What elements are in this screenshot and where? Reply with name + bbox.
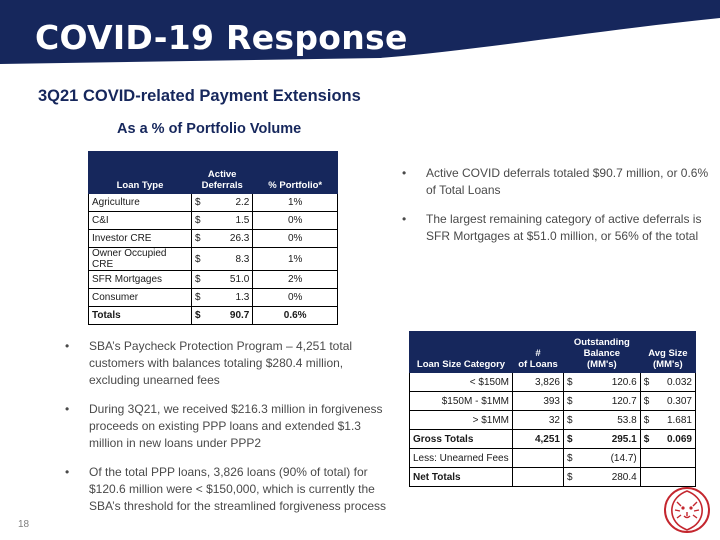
pct-portfolio-cell: 0% — [253, 212, 338, 230]
deferral-amount-cell: 1.3 — [206, 289, 253, 307]
pct-portfolio-cell: 1% — [253, 248, 338, 271]
deferral-amount-cell: 1.5 — [206, 212, 253, 230]
currency-cell: $ — [564, 411, 579, 430]
gross-count-cell: 4,251 — [513, 430, 564, 449]
currency-cell: $ — [192, 289, 207, 307]
loan-size-category-cell: > $1MM — [410, 411, 513, 430]
deferral-amount-cell: 26.3 — [206, 230, 253, 248]
bullet-dot: • — [402, 166, 407, 180]
gross-totals-label: Gross Totals — [410, 430, 513, 449]
gross-totals-row — [410, 430, 696, 449]
bullet-item — [63, 401, 393, 452]
table-row — [89, 271, 338, 289]
table-row — [410, 392, 696, 411]
avg-size-cell: 0.032 — [655, 373, 696, 392]
bullet-dot: • — [65, 465, 70, 479]
totals-amount: 90.7 — [206, 307, 253, 325]
totals-pct: 0.6% — [253, 307, 338, 325]
loan-count-cell: 32 — [513, 411, 564, 430]
unearned-fees-row — [410, 449, 696, 468]
currency-cell: $ — [640, 392, 655, 411]
table-row — [89, 194, 338, 212]
ppp-table-header — [410, 332, 696, 373]
table-row — [410, 411, 696, 430]
net-totals-row — [410, 468, 696, 487]
gross-balance-cell: 295.1 — [578, 430, 640, 449]
currency-cell: $ — [564, 373, 579, 392]
bullet-dot: • — [402, 212, 407, 226]
totals-row — [89, 307, 338, 325]
gross-avg-cell: 0.069 — [655, 430, 696, 449]
currency-cell: $ — [640, 373, 655, 392]
currency-cell: $ — [192, 194, 207, 212]
empty-cell — [640, 468, 695, 487]
header-active-deferrals: Active Deferrals — [192, 152, 253, 194]
bullet-text: The largest remaining category of active deferrals is SFR Mortgages at $51.0 million, or 56% of the total — [426, 212, 702, 243]
loan-type-cell: C&I — [89, 212, 192, 230]
ppp-loans-table — [409, 331, 696, 487]
currency-cell: $ — [192, 230, 207, 248]
balance-cell: 120.7 — [578, 392, 640, 411]
deferrals-table — [88, 151, 338, 325]
loan-type-cell: Consumer — [89, 289, 192, 307]
bullet-text: Active COVID deferrals totaled $90.7 million, or 0.6% of Total Loans — [426, 166, 709, 197]
pct-portfolio-cell: 0% — [253, 289, 338, 307]
pct-portfolio-cell: 2% — [253, 271, 338, 289]
currency-cell: $ — [564, 449, 579, 468]
balance-cell: 120.6 — [578, 373, 640, 392]
header-loan-size-category: Loan Size Category — [410, 332, 513, 373]
bullet-dot: • — [65, 402, 70, 416]
header-outstanding-balance: Outstanding Balance (MM's) — [564, 332, 641, 373]
page-number: 18 — [18, 519, 30, 530]
table-row — [89, 289, 338, 307]
currency-cell: $ — [564, 468, 579, 487]
header-loan-type: Loan Type — [89, 152, 192, 194]
unearned-fees-label: Less: Unearned Fees — [410, 449, 513, 468]
bullet-item — [63, 338, 393, 389]
bullet-text: Of the total PPP loans, 3,826 loans (90% of total) for $120.6 million were < $150,000, which is currently the SBA’s threshold for the streamlined forgiveness process — [89, 465, 387, 513]
currency-cell: $ — [192, 212, 207, 230]
bullet-text: During 3Q21, we received $216.3 million in forgiveness proceeds on existing PPP loans and extended $1.3 million in new loans under PPP2 — [89, 402, 383, 450]
table-row — [89, 248, 338, 271]
loan-count-cell: 3,826 — [513, 373, 564, 392]
totals-label: Totals — [89, 307, 192, 325]
net-balance-cell: 280.4 — [578, 468, 640, 487]
deferral-amount-cell: 51.0 — [206, 271, 253, 289]
empty-cell — [513, 468, 564, 487]
balance-cell: 53.8 — [578, 411, 640, 430]
table-row — [89, 230, 338, 248]
empty-cell — [640, 449, 695, 468]
bullet-text: SBA’s Paycheck Protection Program – 4,251 total customers with balances totaling $280.4 million, excluding unearned fees — [89, 339, 353, 387]
ppp-summary-bullets — [63, 338, 393, 527]
loan-type-cell: SFR Mortgages — [89, 271, 192, 289]
table-row — [89, 212, 338, 230]
currency-cell: $ — [192, 248, 207, 271]
bullet-item — [63, 464, 393, 515]
bullet-item — [400, 211, 710, 245]
loan-size-category-cell: < $150M — [410, 373, 513, 392]
currency-cell: $ — [192, 271, 207, 289]
slide-title: COVID-19 Response — [35, 18, 408, 57]
currency-cell: $ — [192, 307, 207, 325]
bullet-dot: • — [65, 339, 70, 353]
currency-cell: $ — [640, 430, 655, 449]
section-subtitle: 3Q21 COVID-related Payment Extensions — [38, 87, 361, 105]
bullet-item — [400, 165, 710, 199]
header-num-loans: # of Loans — [513, 332, 564, 373]
deferral-amount-cell: 8.3 — [206, 248, 253, 271]
header-pct-portfolio: % Portfolio* — [253, 152, 338, 194]
loan-count-cell: 393 — [513, 392, 564, 411]
currency-cell: $ — [564, 430, 579, 449]
deferrals-table-header — [89, 152, 338, 194]
loan-type-cell: Investor CRE — [89, 230, 192, 248]
deferral-amount-cell: 2.2 — [206, 194, 253, 212]
avg-size-cell: 0.307 — [655, 392, 696, 411]
empty-cell — [513, 449, 564, 468]
loan-type-cell: Agriculture — [89, 194, 192, 212]
lion-head-logo-icon — [663, 486, 711, 534]
currency-cell: $ — [640, 411, 655, 430]
currency-cell: $ — [564, 392, 579, 411]
deferral-summary-bullets — [400, 165, 710, 257]
unearned-balance-cell: (14.7) — [578, 449, 640, 468]
pct-portfolio-cell: 1% — [253, 194, 338, 212]
header-band — [0, 0, 720, 70]
loan-size-category-cell: $150M - $1MM — [410, 392, 513, 411]
header-avg-size: Avg Size (MM's) — [640, 332, 695, 373]
loan-type-cell: Owner Occupied CRE — [89, 248, 192, 271]
pct-portfolio-cell: 0% — [253, 230, 338, 248]
avg-size-cell: 1.681 — [655, 411, 696, 430]
net-totals-label: Net Totals — [410, 468, 513, 487]
table-subheading: As a % of Portfolio Volume — [117, 121, 302, 137]
table-row — [410, 373, 696, 392]
